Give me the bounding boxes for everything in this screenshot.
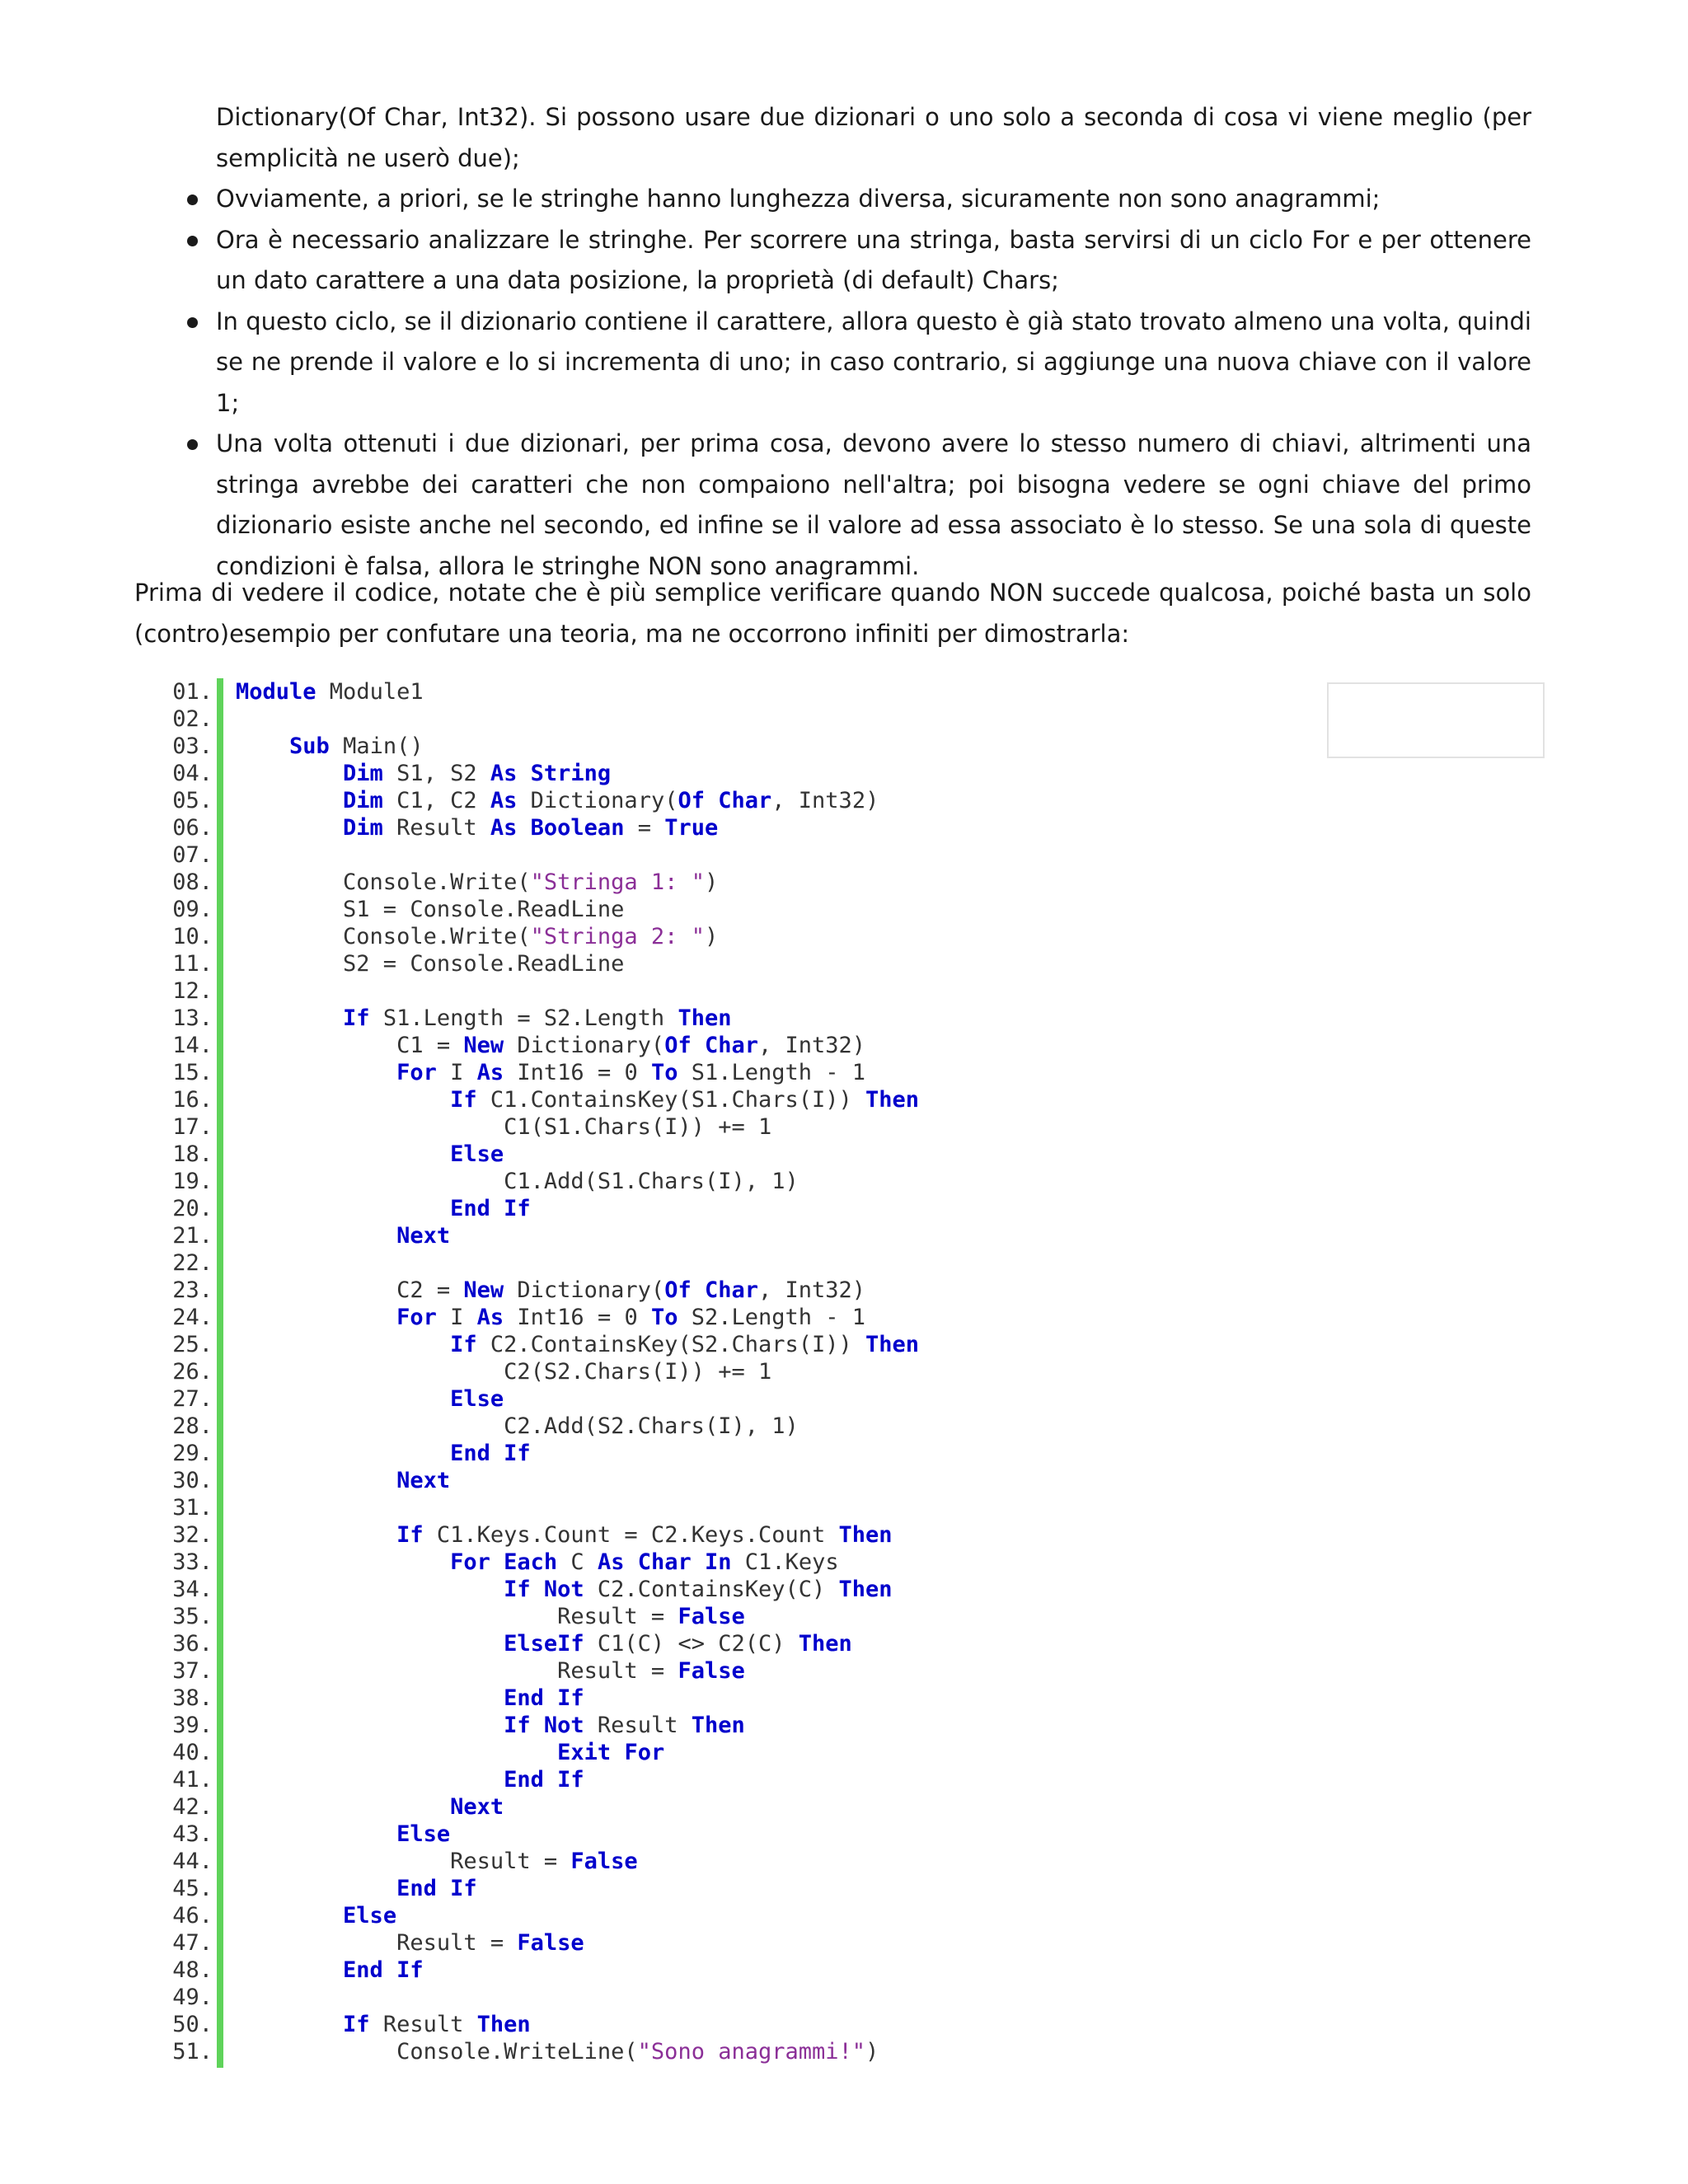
line-number: 14.	[172, 1033, 213, 1058]
code-text	[437, 1876, 450, 1901]
line-number: 46.	[172, 1903, 213, 1929]
code-keyword: New	[463, 1277, 504, 1303]
code-keyword: Char	[704, 1033, 759, 1058]
line-number: 10.	[172, 924, 213, 949]
line-number: 30.	[172, 1468, 213, 1493]
line-number: 45.	[172, 1876, 213, 1901]
code-line	[236, 950, 919, 977]
line-number: 08.	[172, 869, 213, 895]
bullet-item: In questo ciclo, se il dizionario contiene il carattere, allora questo è già stato trovato almeno una volta, quindi se ne prende il valore e lo si incrementa di uno; in caso contrario, si aggiunge una nuova chiave con il valore 1;	[216, 302, 1531, 424]
code-keyword: Then	[865, 1332, 920, 1357]
code-line	[236, 923, 919, 950]
code-text	[236, 1957, 343, 1983]
code-keyword: If	[557, 1685, 584, 1711]
line-number: 21.	[172, 1223, 213, 1249]
code-keyword: Then	[838, 1577, 893, 1602]
line-number: 26.	[172, 1359, 213, 1385]
code-keyword: For	[396, 1060, 437, 1085]
code-text	[236, 1332, 450, 1357]
code-line	[236, 1984, 919, 2011]
line-number: 35.	[172, 1604, 213, 1629]
line-number: 05.	[172, 788, 213, 813]
code-text	[490, 1549, 504, 1575]
code-line	[236, 1440, 919, 1467]
line-number: 48.	[172, 1957, 213, 1983]
code-keyword: Else	[450, 1386, 504, 1412]
code-line	[236, 1494, 919, 1521]
code-keyword: Then	[476, 2012, 531, 2037]
code-line	[236, 760, 919, 787]
code-text: I	[436, 1060, 477, 1085]
code-text	[236, 1005, 343, 1031]
line-number: 43.	[172, 1821, 213, 1847]
code-keyword: Of	[664, 1277, 692, 1303]
code-keyword: False	[678, 1604, 745, 1629]
code-text	[383, 1957, 396, 1983]
code-text	[490, 1196, 504, 1221]
code-line	[236, 1331, 919, 1358]
code-text: S1, S2	[382, 761, 490, 786]
code-text	[544, 1767, 557, 1793]
code-text: Console.WriteLine(	[236, 2039, 638, 2064]
code-text: Console.Write(	[236, 924, 531, 949]
code-keyword: As	[597, 1549, 625, 1575]
code-keyword: End	[450, 1196, 490, 1221]
code-text: C2 =	[236, 1277, 464, 1303]
code-text: C1.Add(S1.Chars(I), 1)	[236, 1169, 799, 1194]
code-text	[236, 1767, 504, 1793]
line-number: 33.	[172, 1549, 213, 1575]
code-line	[236, 1195, 919, 1222]
code-text: C2.ContainsKey(S2.Chars(I))	[476, 1332, 866, 1357]
code-text: C2.ContainsKey(C)	[584, 1577, 839, 1602]
line-number-gutter	[140, 678, 213, 2065]
code-line	[236, 1249, 919, 1277]
code-keyword: If	[396, 1957, 424, 1983]
code-text	[236, 1740, 557, 1765]
code-text: Dictionary(	[517, 788, 678, 813]
code-line	[236, 814, 919, 841]
code-line	[236, 1848, 919, 1875]
code-text	[236, 1577, 504, 1602]
code-text: C1.Keys	[731, 1549, 839, 1575]
line-number: 13.	[172, 1005, 213, 1031]
code-text	[236, 761, 343, 786]
line-number: 31.	[172, 1495, 213, 1521]
code-line	[236, 869, 919, 896]
code-text: Dictionary(	[504, 1033, 665, 1058]
code-line	[236, 1712, 919, 1739]
code-line	[236, 1032, 919, 1059]
code-text	[517, 815, 530, 841]
code-keyword: To	[650, 1060, 678, 1085]
code-text: Result	[382, 815, 490, 841]
code-text	[236, 1713, 504, 1738]
line-number: 44.	[172, 1849, 213, 1874]
line-number: 50.	[172, 2012, 213, 2037]
line-number: 11.	[172, 951, 213, 977]
code-line	[236, 1766, 919, 1793]
code-line	[236, 1385, 919, 1413]
code-text	[236, 1631, 504, 1657]
code-text: , Int32)	[771, 788, 879, 813]
code-text	[236, 2012, 343, 2037]
continuation-paragraph: Dictionary(Of Char, Int32). Si possono usare due dizionari o uno solo a seconda di cosa vi viene meglio (per semplicità ne userò due);	[216, 103, 1531, 172]
code-string: "Sono anagrammi!"	[637, 2039, 866, 2064]
code-text	[624, 1549, 637, 1575]
code-keyword: Next	[396, 1468, 451, 1493]
line-number: 28.	[172, 1413, 213, 1439]
line-number: 17.	[172, 1114, 213, 1140]
code-keyword: Sub	[289, 733, 330, 759]
code-line	[236, 1467, 919, 1494]
code-text	[236, 1685, 504, 1711]
code-text	[517, 761, 530, 786]
code-text	[236, 1196, 450, 1221]
code-keyword: Else	[343, 1903, 397, 1929]
code-text: C1(S1.Chars(I)) += 1	[236, 1114, 772, 1140]
code-keyword: String	[530, 761, 612, 786]
code-line	[236, 1685, 919, 1712]
code-keyword: As	[476, 1060, 504, 1085]
code-text: C2.Add(S2.Chars(I), 1)	[236, 1413, 799, 1439]
code-line	[236, 1821, 919, 1848]
code-line	[236, 1168, 919, 1195]
code-text: C1.Keys.Count = C2.Keys.Count	[423, 1522, 839, 1548]
code-text	[490, 1441, 504, 1466]
code-text: S2.Length - 1	[678, 1305, 866, 1330]
line-number: 24.	[172, 1305, 213, 1330]
line-number: 22.	[172, 1250, 213, 1276]
code-text: Main()	[329, 733, 424, 759]
code-keyword: For	[450, 1549, 490, 1575]
code-text	[236, 1903, 343, 1929]
code-keyword: End	[504, 1685, 544, 1711]
code-text: )	[704, 869, 719, 895]
code-keyword: As	[490, 815, 518, 841]
code-text: C1 =	[236, 1033, 464, 1058]
code-string: "Stringa 1: "	[530, 869, 705, 895]
code-keyword: Not	[543, 1577, 584, 1602]
line-number: 37.	[172, 1658, 213, 1684]
code-keyword: Char	[637, 1549, 692, 1575]
code-keyword: New	[463, 1033, 504, 1058]
intro-paragraph: Prima di vedere il codice, notate che è più semplice verificare quando NON succede qualcosa, poiché basta un solo (contro)esempio per confutare una teoria, ma ne occorrono infiniti per dimostrarla:	[134, 579, 1531, 648]
code-text	[236, 1386, 450, 1412]
code-text: S2 = Console.ReadLine	[236, 951, 625, 977]
line-number: 36.	[172, 1631, 213, 1657]
code-text	[692, 1033, 705, 1058]
code-keyword: End	[343, 1957, 383, 1983]
code-text	[692, 1277, 705, 1303]
code-keyword: Then	[798, 1631, 852, 1657]
code-text	[236, 1794, 450, 1820]
code-line	[236, 705, 919, 733]
code-text: , Int32)	[758, 1033, 866, 1058]
code-text	[236, 1468, 396, 1493]
code-text	[544, 1685, 557, 1711]
code-keyword: False	[678, 1658, 745, 1684]
code-line	[236, 1277, 919, 1304]
code-text	[531, 1713, 544, 1738]
code-line	[236, 1086, 919, 1113]
code-line	[236, 1929, 919, 1957]
code-keyword: False	[517, 1930, 584, 1956]
code-text: I	[436, 1305, 477, 1330]
code-keyword: Of	[678, 788, 705, 813]
line-number: 07.	[172, 842, 213, 868]
line-number: 51.	[172, 2039, 213, 2064]
code-keyword: Exit	[557, 1740, 612, 1765]
code-line	[236, 733, 919, 760]
code-keyword: As	[490, 761, 518, 786]
code-keyword: For	[624, 1740, 665, 1765]
line-number: 27.	[172, 1386, 213, 1412]
line-number: 38.	[172, 1685, 213, 1711]
code-keyword: Then	[865, 1087, 920, 1113]
code-text: C1.ContainsKey(S1.Chars(I))	[476, 1087, 866, 1113]
code-line	[236, 1875, 919, 1902]
code-text: Result =	[236, 1658, 678, 1684]
code-keyword: If	[450, 1332, 477, 1357]
code-keyword: As	[490, 788, 518, 813]
code-line	[236, 1576, 919, 1603]
code-text	[236, 1549, 450, 1575]
code-text	[236, 815, 343, 841]
code-keyword: Char	[704, 1277, 759, 1303]
code-keyword: Next	[450, 1794, 504, 1820]
code-keyword: Not	[543, 1713, 584, 1738]
code-keyword: As	[476, 1305, 504, 1330]
bullet-list	[216, 179, 1531, 587]
line-number: 39.	[172, 1713, 213, 1738]
line-number: 32.	[172, 1522, 213, 1548]
code-text	[236, 1876, 396, 1901]
code-gutter-bar	[217, 678, 223, 2068]
code-keyword: To	[650, 1305, 678, 1330]
code-keyword: Module	[236, 679, 316, 705]
code-keyword: Dim	[343, 761, 383, 786]
code-text: )	[865, 2039, 879, 2064]
code-line	[236, 1657, 919, 1685]
line-number: 16.	[172, 1087, 213, 1113]
line-number: 01.	[172, 679, 213, 705]
code-keyword: If	[504, 1441, 531, 1466]
line-number: 20.	[172, 1196, 213, 1221]
code-line	[236, 896, 919, 923]
code-text: Console.Write(	[236, 869, 531, 895]
code-text	[236, 1522, 396, 1548]
code-line	[236, 1957, 919, 1984]
code-text: Module1	[316, 679, 424, 705]
line-number: 06.	[172, 815, 213, 841]
code-text	[236, 1087, 450, 1113]
code-keyword: Then	[691, 1713, 745, 1738]
code-text: Result	[369, 2012, 477, 2037]
code-keyword: End	[396, 1876, 437, 1901]
code-line	[236, 1059, 919, 1086]
code-text: Result =	[236, 1849, 571, 1874]
line-number: 09.	[172, 897, 213, 922]
line-number: 42.	[172, 1794, 213, 1820]
code-keyword: ElseIf	[504, 1631, 584, 1657]
code-keyword: End	[504, 1767, 544, 1793]
code-keyword: Boolean	[530, 815, 625, 841]
code-text: C	[557, 1549, 598, 1575]
line-number: 40.	[172, 1740, 213, 1765]
line-number: 15.	[172, 1060, 213, 1085]
code-line	[236, 1358, 919, 1385]
line-number: 29.	[172, 1441, 213, 1466]
code-keyword: Else	[396, 1821, 451, 1847]
code-line	[236, 1141, 919, 1168]
line-number: 41.	[172, 1767, 213, 1793]
bullet-item: Ovviamente, a priori, se le stringhe hanno lunghezza diversa, sicuramente non sono anagrammi;	[216, 179, 1531, 220]
code-line	[236, 1222, 919, 1249]
code-line	[236, 1902, 919, 1929]
code-text: S1 = Console.ReadLine	[236, 897, 625, 922]
code-text	[236, 788, 343, 813]
code-keyword: Next	[396, 1223, 451, 1249]
code-keyword: Of	[664, 1033, 692, 1058]
code-line	[236, 977, 919, 1005]
code-line	[236, 1630, 919, 1657]
code-keyword: If	[343, 1005, 370, 1031]
line-number: 19.	[172, 1169, 213, 1194]
code-keyword: In	[705, 1549, 732, 1575]
code-keyword: Char	[718, 788, 772, 813]
code-keyword: If	[504, 1196, 531, 1221]
code-text: S1.Length = S2.Length	[369, 1005, 678, 1031]
line-number: 18.	[172, 1141, 213, 1167]
code-text: C1(C) <> C2(C)	[584, 1631, 799, 1657]
code-line	[236, 1005, 919, 1032]
code-keyword: Dim	[343, 788, 383, 813]
code-keyword: If	[343, 2012, 370, 2037]
code-keyword: If	[450, 1087, 477, 1113]
code-text: C2(S2.Chars(I)) += 1	[236, 1359, 772, 1385]
code-text	[236, 1141, 450, 1167]
code-line	[236, 841, 919, 869]
code-line	[236, 1739, 919, 1766]
code-keyword: If	[557, 1767, 584, 1793]
code-line	[236, 1793, 919, 1821]
line-number: 03.	[172, 733, 213, 759]
line-number: 34.	[172, 1577, 213, 1602]
code-text: =	[624, 815, 665, 841]
code-text	[611, 1740, 624, 1765]
code-keyword: If	[504, 1713, 531, 1738]
line-number: 23.	[172, 1277, 213, 1303]
code-text: Result =	[236, 1930, 518, 1956]
code-keyword: Dim	[343, 815, 383, 841]
code-keyword: Each	[504, 1549, 558, 1575]
code-line	[236, 2038, 919, 2065]
code-text: Int16 = 0	[504, 1305, 651, 1330]
code-keyword: If	[504, 1577, 531, 1602]
code-text: Dictionary(	[504, 1277, 665, 1303]
line-number: 25.	[172, 1332, 213, 1357]
code-text: )	[704, 924, 719, 949]
code-string: "Stringa 2: "	[530, 924, 705, 949]
code-text: S1.Length - 1	[678, 1060, 866, 1085]
code-text: Result	[584, 1713, 692, 1738]
code-line	[236, 1521, 919, 1549]
code-keyword: If	[396, 1522, 424, 1548]
bullet-item: Una volta ottenuti i due dizionari, per prima cosa, devono avere lo stesso numero di chiavi, altrimenti una stringa avrebbe dei caratteri che non compaiono nell'altra; poi bisogna vedere se ogni chiave del primo dizionario esiste anche nel secondo, ed infine se il valore ad essa associato è lo stesso. Se una sola di queste condizioni è falsa, allora le stringhe NON sono anagrammi.	[216, 424, 1531, 587]
line-number: 02.	[172, 706, 213, 732]
code-listing	[236, 678, 919, 2065]
bullet-list-section	[216, 97, 1531, 587]
code-line	[236, 1113, 919, 1141]
code-text: Result =	[236, 1604, 678, 1629]
code-text	[236, 1821, 396, 1847]
code-keyword: True	[664, 815, 719, 841]
line-number: 49.	[172, 1985, 213, 2010]
code-keyword: Then	[838, 1522, 893, 1548]
code-keyword: Then	[678, 1005, 732, 1031]
code-text	[236, 1060, 396, 1085]
code-line	[236, 2011, 919, 2038]
code-text	[236, 733, 289, 759]
bullet-item: Ora è necessario analizzare le stringhe. Per scorrere una stringa, basta servirsi di un ciclo For e per ottenere un dato carattere a una data posizione, la proprietà (di default) Chars;	[216, 220, 1531, 302]
code-text	[531, 1577, 544, 1602]
code-text	[236, 1305, 396, 1330]
code-toolbar-box[interactable]	[1327, 682, 1545, 758]
code-text: , Int32)	[758, 1277, 866, 1303]
code-line	[236, 1549, 919, 1576]
code-keyword: For	[396, 1305, 437, 1330]
code-line	[236, 1304, 919, 1331]
code-text	[692, 1549, 705, 1575]
code-text: C1, C2	[382, 788, 490, 813]
code-line	[236, 787, 919, 814]
code-keyword: False	[570, 1849, 638, 1874]
code-keyword: Else	[450, 1141, 504, 1167]
code-text: Int16 = 0	[504, 1060, 651, 1085]
code-text	[236, 1223, 396, 1249]
line-number: 47.	[172, 1930, 213, 1956]
code-text	[236, 1441, 450, 1466]
line-number: 12.	[172, 978, 213, 1004]
line-number: 04.	[172, 761, 213, 786]
code-line	[236, 1413, 919, 1440]
code-line	[236, 678, 919, 705]
code-line	[236, 1603, 919, 1630]
code-keyword: End	[450, 1441, 490, 1466]
code-text	[705, 788, 718, 813]
code-keyword: If	[450, 1876, 477, 1901]
